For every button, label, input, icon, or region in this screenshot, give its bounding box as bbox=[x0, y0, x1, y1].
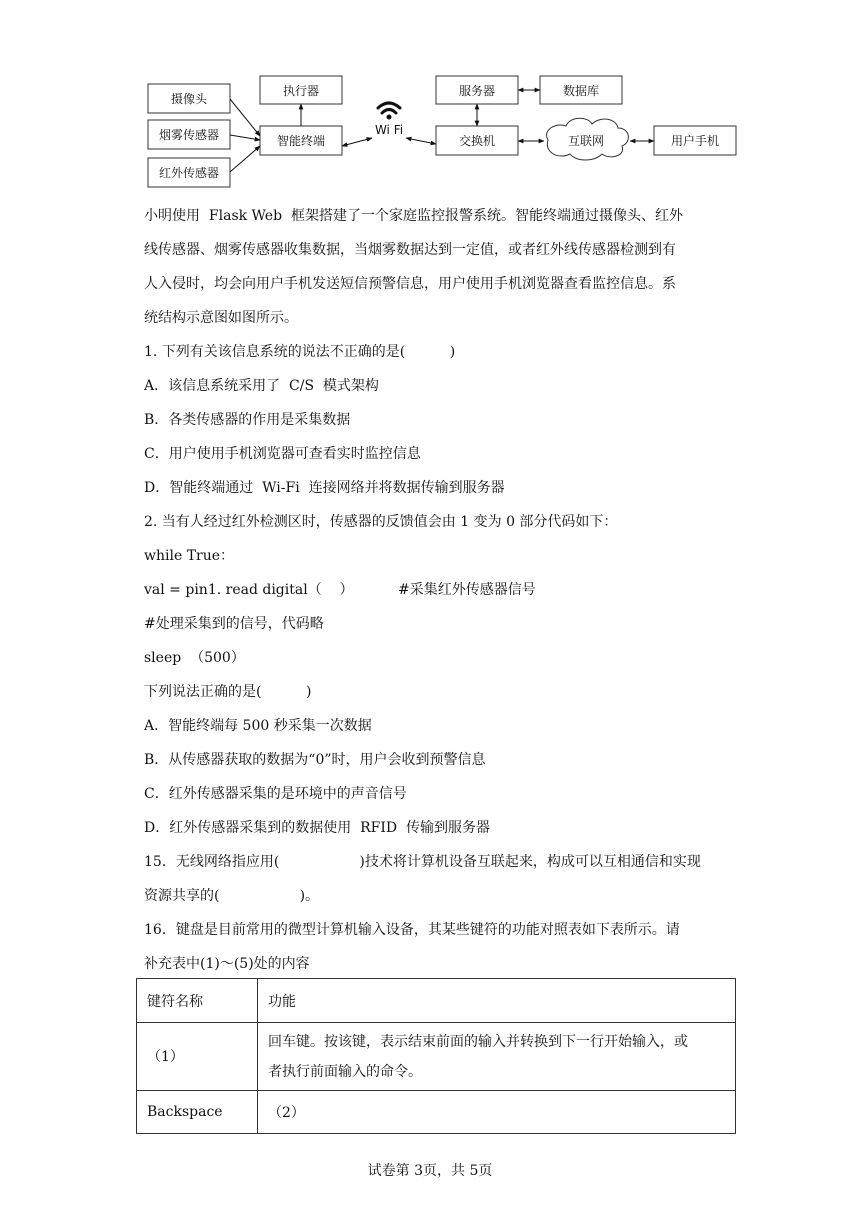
table-cell-line: 者执行前面输入的命令。 bbox=[268, 1063, 422, 1080]
question-2-option-b: B．从传感器获取的数据为“0”时，用户会收到预警信息 bbox=[144, 752, 486, 768]
question-2-stem: 2. 当有人经过红外检测区时，传感器的反馈值会由 1 变为 0 部分代码如下： bbox=[144, 514, 618, 530]
code-line: while True： bbox=[144, 548, 235, 564]
question-1-option-b: B．各类传感器的作用是采集数据 bbox=[144, 412, 351, 428]
actuator-label: 执行器 bbox=[282, 84, 320, 98]
table-cell: （2） bbox=[258, 1091, 736, 1134]
wifi-icon bbox=[378, 103, 400, 120]
wifi-label: Wi Fi bbox=[374, 123, 404, 137]
table-cell: Backspace bbox=[137, 1091, 258, 1134]
table-cell bbox=[258, 1023, 736, 1091]
question-2-option-d: D．红外传感器采集到的数据使用 RFID 传输到服务器 bbox=[144, 820, 491, 836]
table-header-row bbox=[137, 979, 736, 1023]
question-2-prompt: 下列说法正确的是( ) bbox=[144, 684, 312, 700]
question-2-option-c: C．红外传感器采集的是环境中的声音信号 bbox=[144, 786, 407, 802]
page-footer: 试卷第 3页，共 5页 bbox=[367, 1163, 493, 1179]
code-line: #处理采集到的信号，代码略 bbox=[144, 616, 324, 632]
table-cell: （1） bbox=[137, 1023, 258, 1091]
table-header-cell: 功能 bbox=[258, 979, 736, 1023]
intro-line: 人入侵时，均会向用户手机发送短信预警信息，用户使用手机浏览器查看监控信息。系 bbox=[144, 276, 676, 292]
code-line: val = pin1. read digital（ ） #采集红外传感器信号 bbox=[144, 582, 536, 598]
smoke-sensor-label: 烟雾传感器 bbox=[158, 128, 220, 142]
terminal-label: 智能终端 bbox=[276, 134, 326, 148]
table-row bbox=[137, 1023, 736, 1091]
table-row bbox=[137, 1091, 736, 1134]
question-1-option-c: C．用户使用手机浏览器可查看实时监控信息 bbox=[144, 446, 421, 462]
table-header-cell: 键符名称 bbox=[137, 979, 258, 1023]
internet-label: 互联网 bbox=[567, 134, 605, 148]
question-1-option-a: A．该信息系统采用了 C/S 模式架构 bbox=[144, 378, 379, 394]
database-label: 数据库 bbox=[562, 84, 600, 98]
table-cell-line: 回车键。按该键，表示结束前面的输入并转换到下一行开始输入，或 bbox=[268, 1033, 688, 1050]
intro-line: 统结构示意图如图所示。 bbox=[144, 310, 298, 326]
code-line: sleep （500） bbox=[144, 650, 245, 666]
question-1-option-d: D．智能终端通过 Wi-Fi 连接网络并将数据传输到服务器 bbox=[144, 480, 505, 496]
user-phone-label: 用户手机 bbox=[670, 134, 720, 148]
camera-label: 摄像头 bbox=[170, 92, 208, 106]
question-15: 资源共享的( )。 bbox=[144, 888, 320, 904]
question-15: 15．无线网络指应用( )技术将计算机设备互联起来，构成可以互相通信和实现 bbox=[144, 854, 701, 870]
question-2-option-a: A．智能终端每 500 秒采集一次数据 bbox=[144, 718, 372, 734]
switch-label: 交换机 bbox=[458, 134, 496, 148]
intro-line: 线传感器、烟雾传感器收集数据，当烟雾数据达到一定值，或者红外线传感器检测到有 bbox=[144, 242, 676, 258]
server-label: 服务器 bbox=[458, 84, 496, 98]
question-1-stem: 1. 下列有关该信息系统的说法不正确的是( ) bbox=[144, 344, 456, 360]
question-16: 补充表中(1)～(5)处的内容 bbox=[144, 956, 310, 972]
system-structure-diagram bbox=[140, 66, 740, 191]
question-16: 16．键盘是目前常用的微型计算机输入设备，其某些键符的功能对照表如下表所示。请 bbox=[144, 922, 680, 938]
intro-line: 小明使用 Flask Web 框架搭建了一个家庭监控报警系统。智能终端通过摄像头、红外 bbox=[144, 208, 683, 224]
ir-sensor-label: 红外传感器 bbox=[158, 166, 220, 180]
key-function-table bbox=[136, 978, 736, 1134]
